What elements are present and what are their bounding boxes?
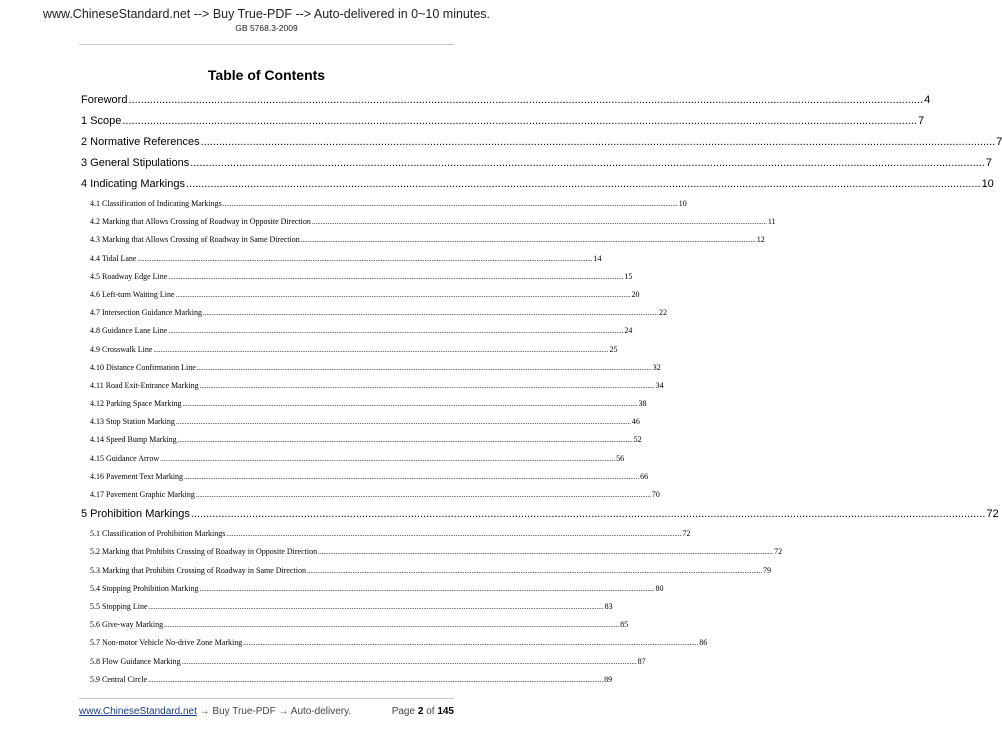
toc-entry-page: 38 bbox=[638, 399, 647, 409]
toc-leader-dots: .................................................................................................................................................................................................................................................................... bbox=[182, 400, 638, 409]
toc-entry-title: 5.3 Marking that Prohibits Crossing of Roadway in Same Direction bbox=[90, 565, 306, 575]
toc-entry[interactable] bbox=[81, 286, 640, 304]
toc-leader-dots: .................................................................................................................................................................................................................................................................... bbox=[190, 157, 985, 169]
toc-entry[interactable] bbox=[81, 250, 602, 268]
toc-entry[interactable] bbox=[81, 153, 992, 174]
toc-leader-dots: .................................................................................................................................................................................................................................................................... bbox=[306, 566, 762, 575]
toc-entry-page: 11 bbox=[767, 217, 776, 227]
toc-entry[interactable] bbox=[81, 562, 771, 580]
toc-entry[interactable] bbox=[81, 525, 691, 543]
toc-entry[interactable] bbox=[81, 359, 661, 377]
toc-entry[interactable] bbox=[81, 450, 625, 468]
toc-leader-dots: .................................................................................................................................................................................................................................................................... bbox=[243, 639, 699, 648]
toc-leader-dots: .................................................................................................................................................................................................................................................................... bbox=[175, 290, 631, 299]
toc-entry-page: 79 bbox=[762, 565, 771, 575]
toc-entry-page: 46 bbox=[631, 417, 640, 427]
toc-entry-title: 4.9 Crosswalk Line bbox=[90, 344, 153, 354]
toc-entry-title: 2 Normative References bbox=[81, 136, 200, 148]
toc-entry-title: 4.10 Distance Confirmation Line bbox=[90, 362, 196, 372]
toc-leader-dots: .................................................................................................................................................................................................................................................................... bbox=[300, 236, 756, 245]
toc-entry-page: 87 bbox=[637, 656, 646, 666]
toc-entry-page: 25 bbox=[609, 344, 618, 354]
toc-entry-page: 15 bbox=[624, 271, 633, 281]
toc-entry-page: 7 bbox=[917, 115, 925, 127]
toc-leader-dots: .................................................................................................................................................................................................................................................................... bbox=[200, 136, 996, 148]
header-divider bbox=[79, 44, 454, 45]
toc-entry[interactable] bbox=[81, 341, 618, 359]
toc-entry-title: 4.3 Marking that Allows Crossing of Roadway in Same Direction bbox=[90, 235, 300, 245]
toc-entry-page: 85 bbox=[620, 620, 629, 630]
toc-leader-dots: .................................................................................................................................................................................................................................................................... bbox=[190, 508, 986, 521]
page-indicator bbox=[392, 705, 454, 718]
toc-entry[interactable] bbox=[81, 395, 647, 413]
toc-entry-title: 4.15 Guidance Arrow bbox=[90, 453, 160, 463]
toc-leader-dots: .................................................................................................................................................................................................................................................................... bbox=[148, 602, 604, 611]
toc-entry[interactable] bbox=[81, 431, 642, 449]
toc-leader-dots: .................................................................................................................................................................................................................................................................... bbox=[168, 327, 624, 336]
toc-entry-title: 4.17 Pavement Graphic Marking bbox=[90, 490, 195, 499]
toc-entry-page: 52 bbox=[633, 435, 642, 445]
toc-entry[interactable] bbox=[81, 377, 664, 395]
page-current: 2 bbox=[417, 706, 424, 717]
toc-entry-page: 22 bbox=[658, 308, 667, 318]
toc-entry-title: 4 Indicating Markings bbox=[81, 178, 185, 190]
toc-entry[interactable] bbox=[81, 195, 687, 213]
toc-entry[interactable] bbox=[81, 543, 783, 561]
toc-entry-title: 4.16 Pavement Text Marking bbox=[90, 471, 184, 481]
toc-leader-dots: .................................................................................................................................................................................................................................................................... bbox=[318, 548, 774, 557]
toc-entry-page: 24 bbox=[624, 326, 633, 336]
toc-leader-dots: .................................................................................................................................................................................................................................................................... bbox=[175, 418, 631, 427]
toc-entry-title: 5.6 Give-way Marking bbox=[90, 620, 164, 630]
toc-leader-dots: .................................................................................................................................................................................................................................................................... bbox=[199, 381, 655, 390]
toc-leader-dots: .................................................................................................................................................................................................................................................................... bbox=[222, 200, 678, 208]
toc-entry-title: 5.1 Classification of Prohibition Markings bbox=[90, 529, 226, 539]
toc-entry-page: 66 bbox=[640, 471, 649, 481]
toc-entry-page: 12 bbox=[756, 235, 765, 245]
toc-entry-title: 4.13 Stop Station Marking bbox=[90, 417, 175, 427]
toc-entry-title: 4.2 Marking that Allows Crossing of Roadway in Opposite Direction bbox=[90, 217, 311, 227]
toc-entry-page: 32 bbox=[652, 362, 661, 372]
toc-entry-page: 70 bbox=[651, 490, 660, 499]
toc-entry[interactable] bbox=[81, 634, 708, 652]
toc-entry[interactable] bbox=[81, 322, 633, 340]
toc-entry-title: 4.12 Parking Space Marking bbox=[90, 399, 182, 409]
toc-leader-dots: .................................................................................................................................................................................................................................................................... bbox=[153, 345, 609, 354]
toc-entry-page: 34 bbox=[655, 380, 664, 390]
toc-leader-dots: .................................................................................................................................................................................................................................................................... bbox=[199, 584, 655, 593]
toc-entry-page: 86 bbox=[699, 638, 708, 648]
toc-leader-dots: .................................................................................................................................................................................................................................................................... bbox=[195, 491, 651, 499]
toc-entry[interactable] bbox=[81, 111, 925, 132]
toc-leader-dots: .................................................................................................................................................................................................................................................................... bbox=[137, 254, 593, 263]
toc-leader-dots: .................................................................................................................................................................................................................................................................... bbox=[128, 94, 924, 106]
toc-entry-title: 4.6 Left-turn Waiting Line bbox=[90, 289, 175, 299]
table-of-contents bbox=[81, 90, 1002, 689]
footer-divider bbox=[79, 698, 454, 699]
toc-entry-title: 5.4 Stopping Prohibition Marking bbox=[90, 583, 199, 593]
toc-entry-title: 4.1 Classification of Indicating Markings bbox=[90, 199, 222, 208]
toc-entry-title: 3 General Stipulations bbox=[81, 157, 190, 169]
footer-site-link[interactable]: www.ChineseStandard.net bbox=[79, 706, 197, 717]
toc-entry-title: 4.8 Guidance Lane Line bbox=[90, 326, 168, 336]
toc-leader-dots: .................................................................................................................................................................................................................................................................... bbox=[202, 309, 658, 318]
page-title: Table of Contents bbox=[207, 67, 326, 83]
header-banner: www.ChineseStandard.net --> Buy True-PDF --> Auto-delivered in 0~10 minutes. bbox=[42, 7, 491, 21]
toc-entry[interactable] bbox=[81, 468, 649, 486]
toc-entry[interactable] bbox=[81, 671, 613, 689]
toc-entry-page: 72 bbox=[682, 529, 691, 539]
toc-entry[interactable] bbox=[81, 580, 664, 598]
toc-entry-title: Foreword bbox=[81, 94, 128, 106]
toc-entry-title: 5.5 Stopping Line bbox=[90, 601, 148, 611]
toc-leader-dots: .................................................................................................................................................................................................................................................................... bbox=[185, 178, 981, 190]
toc-leader-dots: .................................................................................................................................................................................................................................................................... bbox=[226, 530, 682, 539]
toc-entry-page: 89 bbox=[604, 674, 613, 684]
toc-entry-page: 80 bbox=[655, 583, 664, 593]
toc-entry[interactable] bbox=[81, 598, 613, 616]
toc-leader-dots: .................................................................................................................................................................................................................................................................... bbox=[164, 621, 620, 630]
footer-tagline: → Buy True-PDF → Auto-delivery. bbox=[196, 706, 352, 717]
toc-entry-page: 72 bbox=[774, 547, 783, 557]
toc-leader-dots: .................................................................................................................................................................................................................................................................... bbox=[181, 657, 637, 666]
toc-entry-page: 4 bbox=[924, 94, 931, 106]
toc-entry-page: 72 bbox=[986, 508, 999, 521]
toc-leader-dots: .................................................................................................................................................................................................................................................................... bbox=[122, 115, 917, 127]
toc-leader-dots: .................................................................................................................................................................................................................................................................... bbox=[196, 363, 652, 372]
toc-entry-title: 5.7 Non-motor Vehicle No-drive Zone Marking bbox=[90, 638, 243, 648]
page-prefix: Page bbox=[391, 706, 416, 717]
toc-entry[interactable] bbox=[81, 90, 931, 111]
toc-entry-page: 7 bbox=[985, 157, 992, 169]
toc-entry[interactable] bbox=[81, 213, 776, 231]
toc-leader-dots: .................................................................................................................................................................................................................................................................... bbox=[168, 272, 624, 281]
toc-entry-page: 56 bbox=[616, 453, 625, 463]
toc-entry-title: 1 Scope bbox=[81, 115, 122, 127]
toc-entry-title: 5 Prohibition Markings bbox=[81, 508, 190, 521]
toc-entry-title: 4.5 Roadway Edge Line bbox=[90, 271, 168, 281]
toc-entry[interactable] bbox=[81, 231, 765, 249]
toc-entry-page: 20 bbox=[631, 289, 640, 299]
toc-entry[interactable] bbox=[81, 486, 660, 504]
standard-id: GB 5768.3-2009 bbox=[235, 23, 298, 33]
toc-leader-dots: .................................................................................................................................................................................................................................................................... bbox=[311, 218, 767, 227]
page-of: of bbox=[426, 706, 435, 717]
page-total: 145 bbox=[437, 706, 454, 717]
toc-entry-page: 10 bbox=[981, 178, 994, 190]
toc-entry-title: 4.14 Speed Bump Marking bbox=[90, 435, 177, 445]
toc-entry[interactable] bbox=[81, 616, 629, 634]
toc-entry-page: 10 bbox=[678, 199, 687, 208]
toc-leader-dots: .................................................................................................................................................................................................................................................................... bbox=[148, 675, 604, 684]
toc-entry[interactable] bbox=[81, 132, 1002, 153]
toc-entry[interactable] bbox=[81, 304, 667, 322]
toc-entry-title: 5.8 Flow Guidance Marking bbox=[90, 656, 181, 666]
toc-entry-title: 4.7 Intersection Guidance Marking bbox=[90, 308, 202, 318]
toc-entry-title: 4.11 Road Exit-Entrance Marking bbox=[90, 380, 199, 390]
toc-entry-page: 7 bbox=[996, 136, 1002, 148]
toc-entry-title: 5.9 Central Circle bbox=[90, 674, 148, 684]
toc-entry-page: 83 bbox=[604, 601, 613, 611]
toc-entry[interactable] bbox=[81, 174, 994, 195]
toc-entry[interactable] bbox=[81, 268, 633, 286]
toc-leader-dots: .................................................................................................................................................................................................................................................................... bbox=[160, 454, 616, 463]
toc-entry-title: 5.2 Marking that Prohibits Crossing of Roadway in Opposite Direction bbox=[90, 547, 318, 557]
toc-entry[interactable] bbox=[81, 504, 999, 525]
toc-leader-dots: .................................................................................................................................................................................................................................................................... bbox=[177, 436, 633, 445]
toc-entry[interactable] bbox=[81, 653, 646, 671]
toc-entry[interactable] bbox=[81, 413, 640, 431]
toc-entry-page: 14 bbox=[593, 253, 602, 263]
toc-entry-title: 4.4 Tidal Lane bbox=[90, 253, 137, 263]
toc-leader-dots: .................................................................................................................................................................................................................................................................... bbox=[184, 472, 640, 481]
